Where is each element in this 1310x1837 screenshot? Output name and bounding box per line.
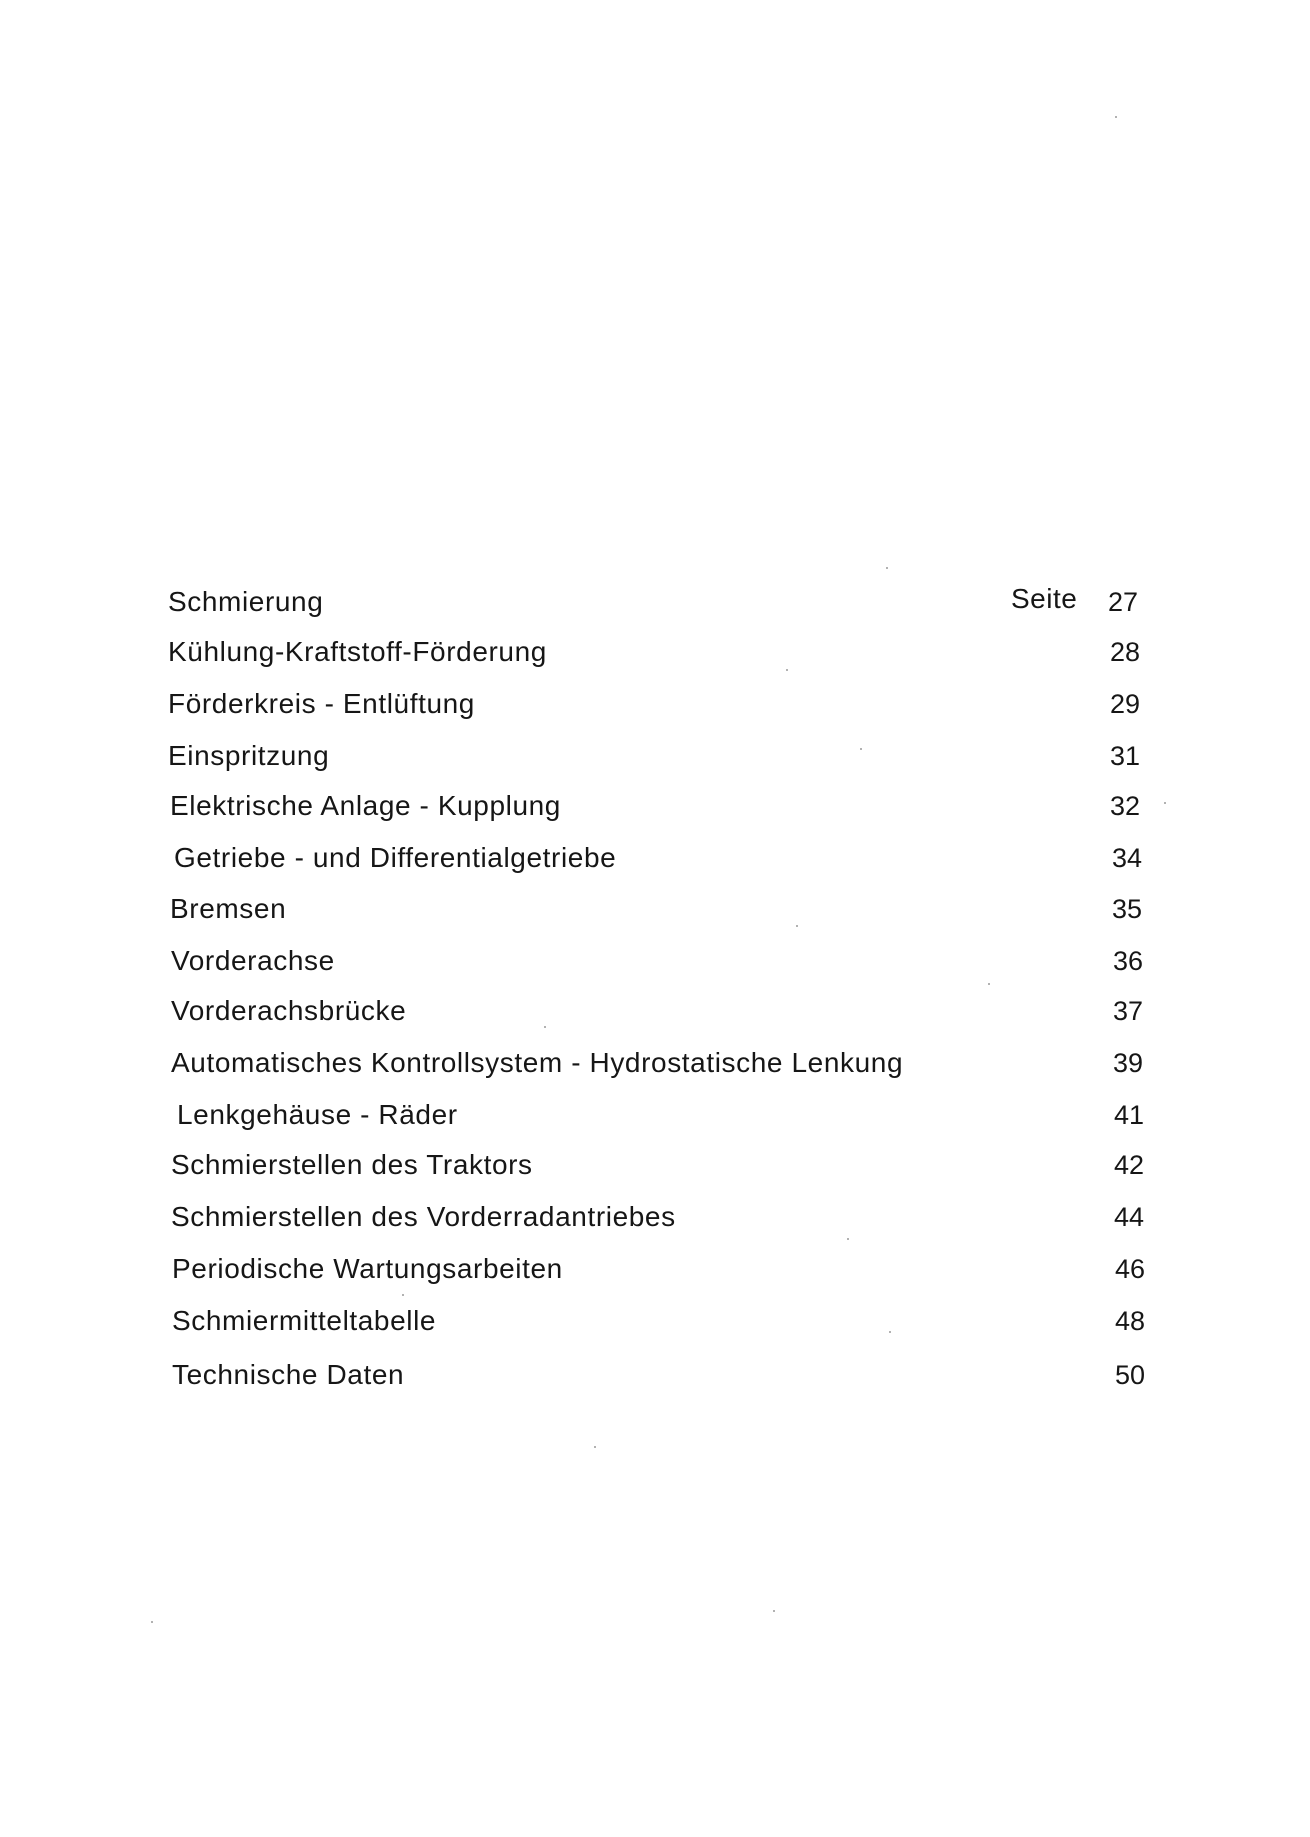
- toc-entry-page: 34: [1112, 843, 1143, 873]
- toc-entry: [0, 786, 1310, 826]
- toc-entry-page: 50: [1115, 1360, 1146, 1390]
- toc-entry: [0, 632, 1310, 672]
- toc-entry-page: 31: [1110, 741, 1141, 771]
- toc-entry-page: 48: [1115, 1306, 1146, 1336]
- toc-entry-title: Schmiermitteltabelle: [172, 1305, 437, 1336]
- toc-entry: [0, 1249, 1310, 1289]
- toc-entry: [0, 889, 1310, 929]
- scan-speck: [1115, 116, 1117, 118]
- toc-entry-title: Einspritzung: [168, 740, 330, 771]
- toc-entry-page: 29: [1110, 689, 1141, 719]
- scan-speck: [889, 1331, 891, 1333]
- scan-speck: [1164, 802, 1166, 804]
- scan-speck: [773, 1610, 775, 1612]
- toc-entry-title: Automatisches Kontrollsystem - Hydrostatische Lenkung: [171, 1047, 904, 1078]
- toc-entry-page: 37: [1113, 996, 1144, 1026]
- toc-entry: [0, 941, 1310, 981]
- toc-entry-page: 27: [1108, 587, 1139, 617]
- toc-entry-title: Vorderachsbrücke: [171, 995, 407, 1026]
- toc-entry-page: 42: [1114, 1150, 1145, 1180]
- scan-speck: [886, 567, 888, 569]
- toc-entry-page: 32: [1110, 791, 1141, 821]
- toc-entry-page: 39: [1113, 1048, 1144, 1078]
- toc-entry-title: Schmierstellen des Traktors: [171, 1149, 533, 1180]
- toc-entry-page: 28: [1110, 637, 1141, 667]
- toc-entry-title: Technische Daten: [172, 1359, 405, 1390]
- toc-entry-title: Kühlung-Kraftstoff-Förderung: [168, 636, 547, 667]
- toc-entry: [0, 1095, 1310, 1135]
- scan-speck: [544, 1026, 546, 1028]
- toc-entry-title: Förderkreis - Entlüftung: [168, 688, 475, 719]
- toc-entry-title: Bremsen: [170, 893, 287, 924]
- toc-entry: [0, 1197, 1310, 1237]
- toc-entry-page: 41: [1114, 1100, 1145, 1130]
- toc-entry-page: 44: [1114, 1202, 1145, 1232]
- toc-entry: [0, 684, 1310, 724]
- toc-entry-page: 46: [1115, 1254, 1146, 1284]
- scan-speck: [988, 983, 990, 985]
- seite-label: Seite: [1011, 583, 1078, 614]
- toc-entry-title: Periodische Wartungsarbeiten: [172, 1253, 563, 1284]
- toc-entry: [0, 1355, 1310, 1395]
- toc-entry: [0, 1043, 1310, 1083]
- toc-entry-title: Schmierung: [168, 586, 324, 617]
- scan-speck: [786, 669, 788, 671]
- toc-entry-title: Getriebe - und Differentialgetriebe: [174, 842, 617, 873]
- scan-speck: [860, 748, 862, 750]
- scan-speck: [402, 1294, 404, 1296]
- scan-speck: [796, 925, 798, 927]
- toc-entry: [0, 582, 1310, 622]
- toc-entry: [0, 1145, 1310, 1185]
- scan-speck: [594, 1446, 596, 1448]
- toc-entry: [0, 991, 1310, 1031]
- toc-entry: [0, 838, 1310, 878]
- toc-entry-title: Lenkgehäuse - Räder: [177, 1099, 458, 1130]
- toc-entry-page: 36: [1113, 946, 1144, 976]
- toc-entry-page: 35: [1112, 894, 1143, 924]
- toc-entry: [0, 736, 1310, 776]
- toc-entry-title: Vorderachse: [171, 945, 335, 976]
- scan-speck: [847, 1238, 849, 1240]
- toc-entry-title: Schmierstellen des Vorderradantriebes: [171, 1201, 676, 1232]
- toc-entry: [0, 1301, 1310, 1341]
- toc-entry-title: Elektrische Anlage - Kupplung: [170, 790, 561, 821]
- scan-speck: [151, 1621, 153, 1623]
